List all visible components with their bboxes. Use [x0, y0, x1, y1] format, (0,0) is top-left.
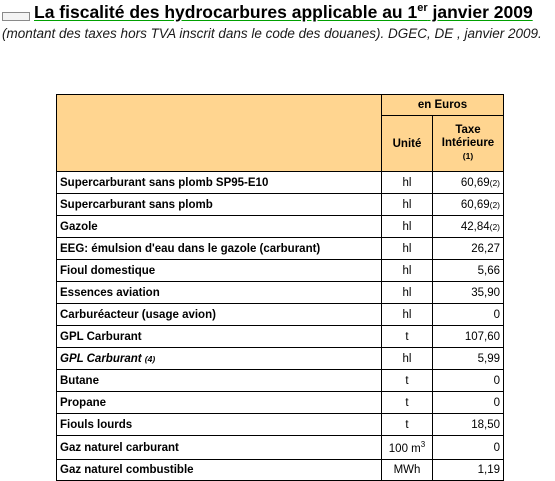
unit-value: hl: [402, 286, 412, 299]
unit-cell: [382, 304, 433, 326]
bullet-box-icon: [2, 12, 30, 21]
tax-cell: [433, 194, 504, 216]
table-row: [57, 282, 504, 304]
fuel-name: Fiouls lourds: [60, 418, 133, 431]
unit-value: hl: [402, 352, 412, 365]
tax-value: 5,99: [477, 352, 500, 365]
unit-value: hl: [402, 176, 412, 189]
unit-cell: [382, 392, 433, 414]
unit-value: hl: [402, 198, 412, 211]
unit-cell: [382, 260, 433, 282]
tax-cell: [433, 392, 504, 414]
fuel-name-cell: [57, 460, 382, 481]
page-title: [34, 2, 533, 23]
fuel-name-cell: [57, 370, 382, 392]
tax-cell: [433, 348, 504, 370]
fuel-name: GPL Carburant: [60, 352, 142, 365]
fuel-name-cell: [57, 414, 382, 436]
tax-note: (2): [489, 199, 500, 210]
header-row-currency: [57, 95, 504, 116]
tax-value: 60,69: [460, 198, 490, 211]
fuel-name: Essences aviation: [60, 286, 160, 299]
fiscal-table-body: [57, 95, 504, 481]
tax-cell: [433, 326, 504, 348]
unit-value: 100 m: [388, 442, 421, 455]
tax-cell: [433, 260, 504, 282]
unit-value: hl: [402, 308, 412, 321]
table-row: [57, 392, 504, 414]
tax-header-line2: Intérieure: [441, 137, 495, 149]
fuel-name: Supercarburant sans plomb: [60, 198, 213, 211]
table-row: [57, 172, 504, 194]
fuel-name-cell: [57, 304, 382, 326]
tax-cell: [433, 282, 504, 304]
tax-cell: [433, 460, 504, 481]
unit-cell: [382, 414, 433, 436]
unit-value: hl: [402, 220, 412, 233]
unit-value: MWh: [393, 464, 421, 476]
tax-value: 18,50: [471, 418, 500, 431]
fuel-name-cell: [57, 282, 382, 304]
fuel-name: Fioul domestique: [60, 264, 156, 277]
table-row: [57, 326, 504, 348]
tax-value: 1,19: [477, 464, 500, 476]
table-row: [57, 460, 504, 481]
unit-superscript: 3: [420, 440, 426, 450]
tax-cell: [433, 436, 504, 460]
subtitle: (montant des taxes hors TVA inscrit dans le code des douanes). DGEC, DE , janvier 2009.: [2, 26, 542, 41]
tax-cell: [433, 304, 504, 326]
fuel-name: Supercarburant sans plomb SP95-E10: [60, 176, 269, 189]
tax-header-line1: Taxe: [455, 124, 481, 136]
tax-cell: [433, 238, 504, 260]
tax-value: 0: [493, 441, 500, 454]
fuel-name-cell: [57, 238, 382, 260]
table-row: [57, 436, 504, 460]
table-row: [57, 414, 504, 436]
unit-cell: [382, 370, 433, 392]
fuel-name: Propane: [60, 396, 107, 409]
fuel-name-cell: [57, 216, 382, 238]
fuel-name: GPL Carburant: [60, 330, 142, 343]
table-row: [57, 216, 504, 238]
tax-note: (2): [489, 221, 500, 232]
tax-cell: [433, 216, 504, 238]
fuel-name-note: (4): [144, 353, 156, 364]
unit-cell: [382, 436, 433, 460]
tax-value: 0: [493, 374, 500, 387]
tax-value: 5,66: [477, 264, 500, 277]
fuel-name-cell: [57, 392, 382, 414]
unit-value: t: [405, 418, 409, 431]
unit-value: hl: [402, 264, 412, 277]
fuel-name: EEG: émulsion d'eau dans le gazole (carburant): [60, 242, 321, 255]
unit-cell: [382, 326, 433, 348]
table-row: [57, 194, 504, 216]
tax-value: 42,84: [460, 220, 490, 233]
tax-value: 107,60: [464, 330, 500, 343]
tax-cell: [433, 172, 504, 194]
tax-cell: [433, 414, 504, 436]
unit-cell: [382, 460, 433, 481]
tax-value: 60,69: [460, 176, 490, 189]
fuel-name: Carburéacteur (usage avion): [60, 308, 216, 321]
table-row: [57, 370, 504, 392]
header-blank-cell: [57, 95, 382, 172]
table-row: [57, 348, 504, 370]
currency-header: en Euros: [382, 95, 504, 116]
table-row: [57, 304, 504, 326]
title-row: [2, 2, 533, 23]
tax-value: 0: [493, 308, 500, 321]
unit-cell: [382, 282, 433, 304]
fuel-name-cell: [57, 436, 382, 460]
unit-header: Unité: [382, 116, 433, 172]
unit-cell: [382, 194, 433, 216]
tax-cell: [433, 370, 504, 392]
fuel-name-cell: [57, 194, 382, 216]
fuel-name: Butane: [60, 374, 99, 387]
fuel-name: Gaz naturel carburant: [60, 441, 179, 454]
unit-value: t: [405, 396, 409, 409]
fuel-name-cell: [57, 348, 382, 370]
unit-cell: [382, 172, 433, 194]
table-row: [57, 238, 504, 260]
fuel-name-cell: [57, 260, 382, 282]
fuel-name: Gaz naturel combustible: [60, 464, 194, 476]
unit-value: t: [405, 330, 409, 343]
fiscal-table: [56, 94, 504, 481]
title-end: janvier 2009: [427, 2, 533, 22]
unit-cell: [382, 238, 433, 260]
tax-value: 0: [493, 396, 500, 409]
tax-header-note: (1): [462, 151, 474, 161]
unit-cell: [382, 216, 433, 238]
unit-value: t: [405, 374, 409, 387]
tax-header: [433, 116, 504, 172]
fuel-name-cell: [57, 172, 382, 194]
unit-cell: [382, 348, 433, 370]
tax-value: 35,90: [471, 286, 500, 299]
unit-value: hl: [402, 242, 412, 255]
fuel-name: Gazole: [60, 220, 98, 233]
tax-value: 26,27: [471, 242, 500, 255]
tax-note: (2): [489, 177, 500, 188]
title-superscript: er: [417, 2, 428, 15]
table-row: [57, 260, 504, 282]
title-main: La fiscalité des hydrocarbures applicable au 1: [34, 2, 418, 22]
fuel-name-cell: [57, 326, 382, 348]
